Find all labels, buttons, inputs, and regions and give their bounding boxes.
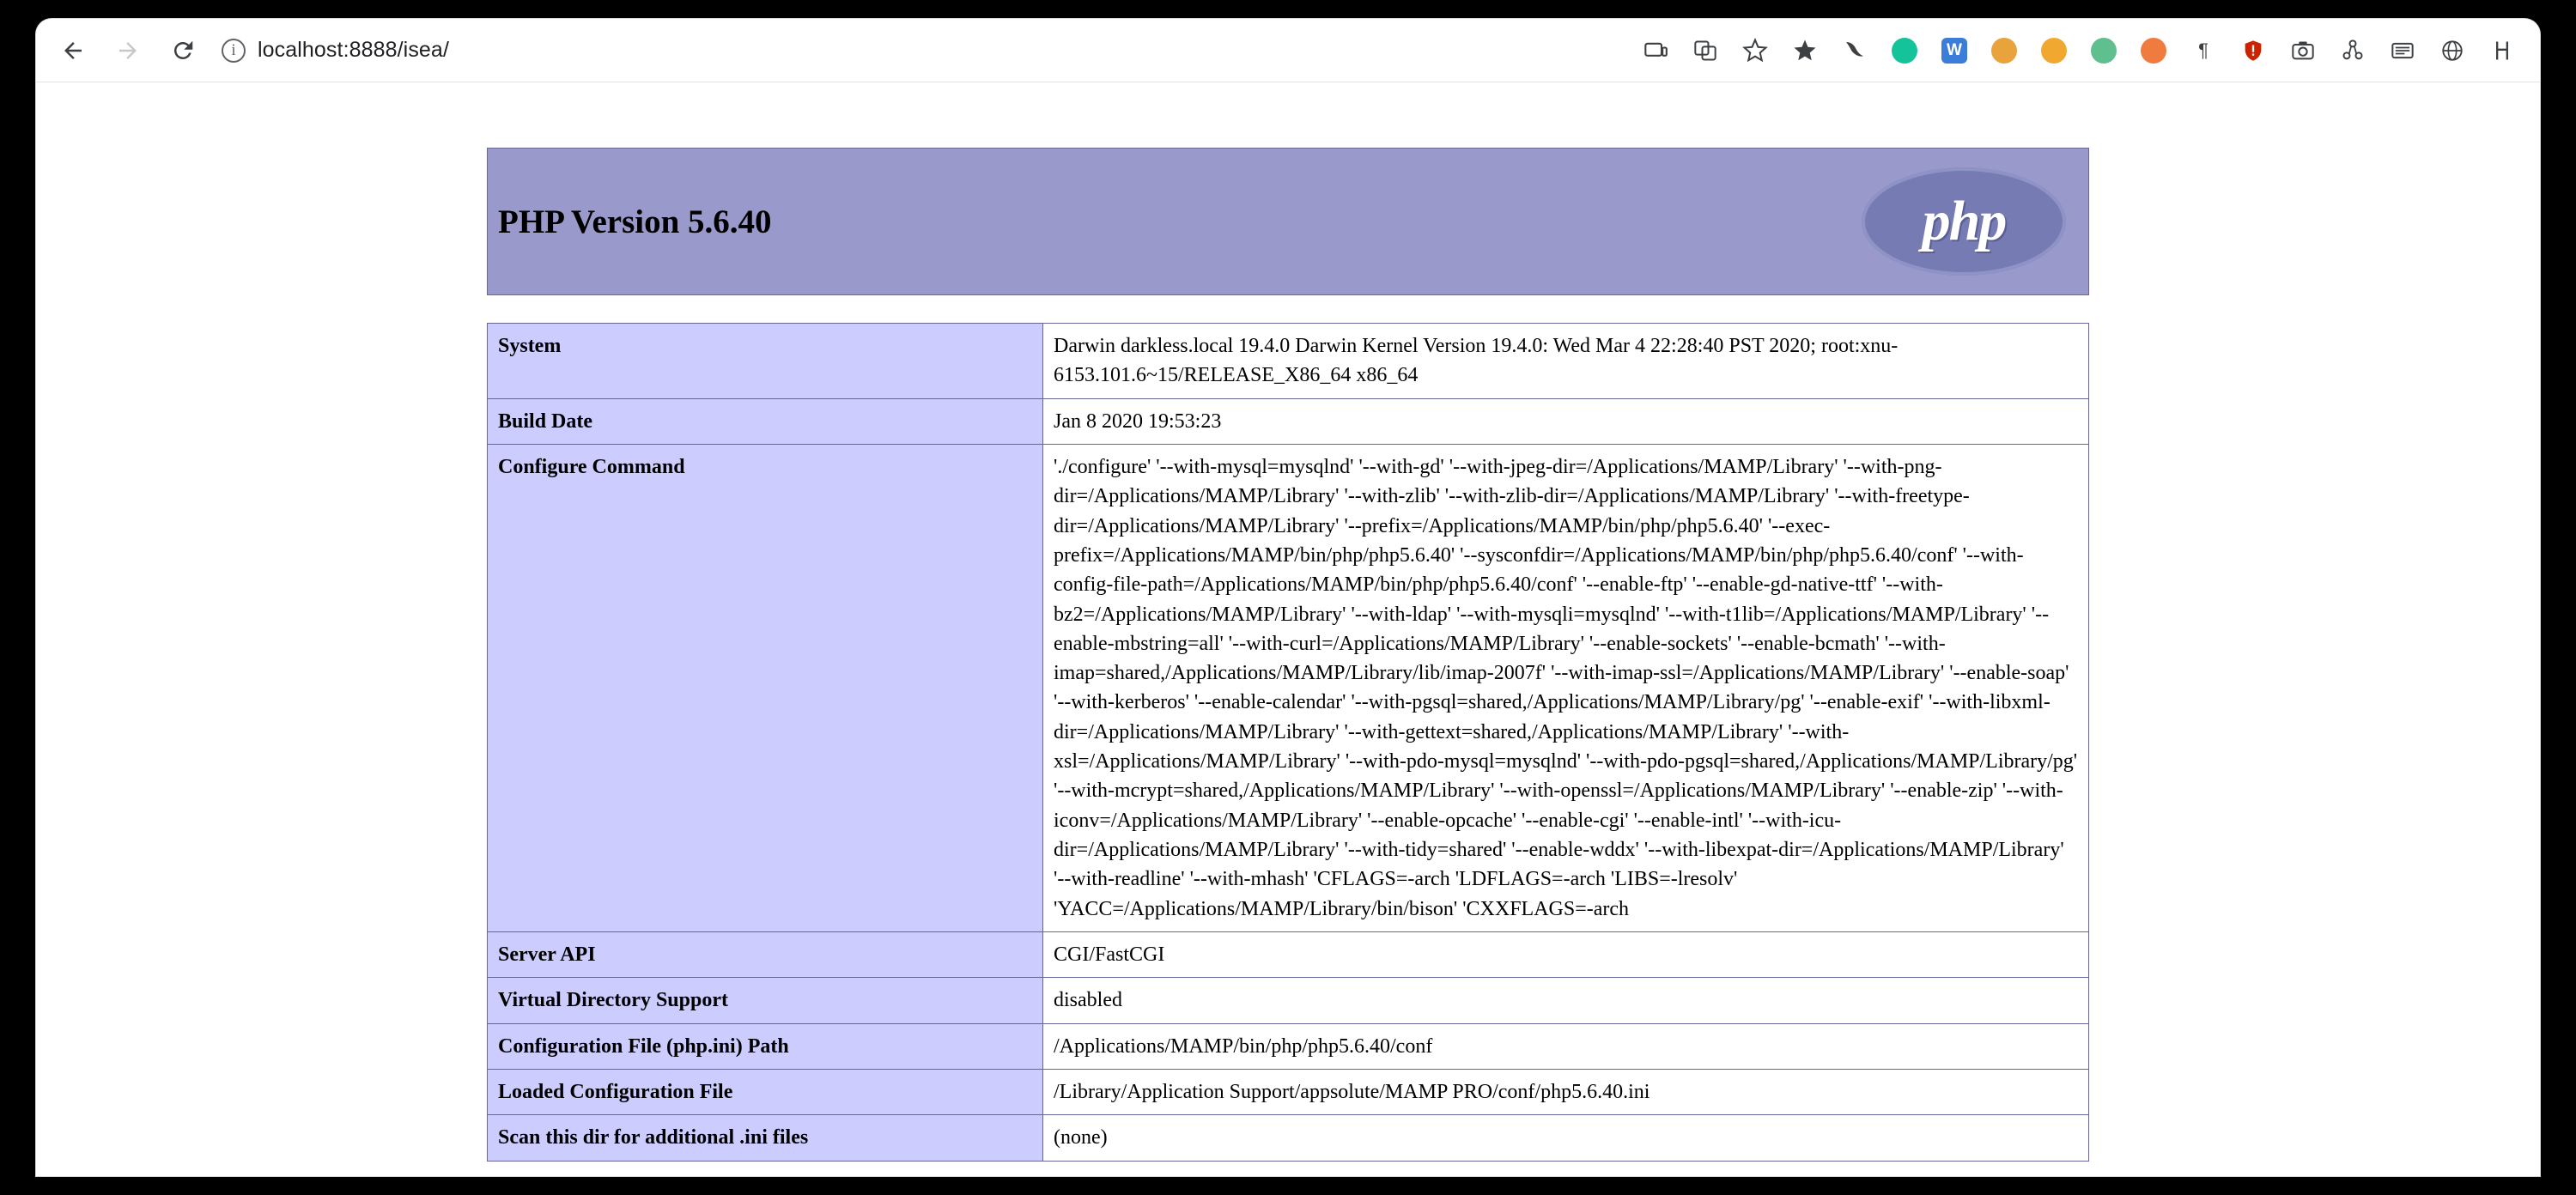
- forward-arrow-icon[interactable]: [113, 36, 143, 65]
- php-version-title: PHP Version 5.6.40: [498, 203, 772, 240]
- globe-icon[interactable]: [2437, 35, 2468, 66]
- pocket-icon[interactable]: [1839, 35, 1870, 66]
- row-value: /Applications/MAMP/bin/php/php5.6.40/conf: [1043, 1023, 2089, 1069]
- honey-icon[interactable]: [2038, 35, 2069, 66]
- table-row: [488, 1023, 2089, 1069]
- orange-extension-icon[interactable]: [2138, 35, 2169, 66]
- row-key: Configure Command: [488, 444, 1043, 931]
- extension-toolbar: [1640, 35, 2518, 66]
- profile-avatar-icon[interactable]: [2487, 35, 2518, 66]
- reader-mode-icon[interactable]: [2387, 35, 2418, 66]
- address-bar[interactable]: [222, 32, 1619, 70]
- firefox-icon[interactable]: [2088, 35, 2119, 66]
- row-key: Virtual Directory Support: [488, 978, 1043, 1023]
- wikipedia-icon[interactable]: W: [1939, 35, 1970, 66]
- bookmark-star-outline-icon[interactable]: [1740, 35, 1771, 66]
- row-key: Build Date: [488, 398, 1043, 444]
- navigation-buttons: [58, 36, 197, 65]
- row-key: Configuration File (php.ini) Path: [488, 1023, 1043, 1069]
- ublock-shield-icon[interactable]: [2238, 35, 2269, 66]
- row-value: /Library/Application Support/appsolute/MAMP PRO/conf/php5.6.40.ini: [1043, 1069, 2089, 1114]
- favorites-star-icon[interactable]: [1789, 35, 1820, 66]
- table-row: [488, 398, 2089, 444]
- cast-icon[interactable]: [1640, 35, 1671, 66]
- back-arrow-icon[interactable]: [58, 36, 88, 65]
- browser-toolbar: [36, 19, 2540, 82]
- php-logo-icon: [1862, 167, 2066, 276]
- table-row: [488, 444, 2089, 931]
- row-key: System: [488, 324, 1043, 399]
- table-row: [488, 978, 2089, 1023]
- row-value: Jan 8 2020 19:53:23: [1043, 398, 2089, 444]
- row-key: Loaded Configuration File: [488, 1069, 1043, 1114]
- share-network-icon[interactable]: [2337, 35, 2368, 66]
- table-row: [488, 931, 2089, 977]
- browser-window: [36, 19, 2540, 1176]
- row-key: Scan this dir for additional .ini files: [488, 1115, 1043, 1161]
- translate-icon[interactable]: [1690, 35, 1721, 66]
- page-viewport: [36, 82, 2540, 1176]
- php-logo-text: php: [1922, 190, 2006, 252]
- address-bar-url: localhost:8888/isea/: [258, 38, 449, 62]
- row-value: Darwin darkless.local 19.4.0 Darwin Kernel Version 19.4.0: Wed Mar 4 22:28:40 PST 2020; root:xnu-6153.101.6~15/RELEASE_X86_64 x86_64: [1043, 324, 2089, 399]
- phpinfo-table: [487, 323, 2089, 1162]
- row-value: (none): [1043, 1115, 2089, 1161]
- table-row: [488, 1115, 2089, 1161]
- grammarly-icon[interactable]: [1889, 35, 1920, 66]
- phpinfo-page: [487, 82, 2089, 1162]
- site-info-icon[interactable]: i: [222, 39, 246, 63]
- row-value: CGI/FastCGI: [1043, 931, 2089, 977]
- row-value: './configure' '--with-mysql=mysqlnd' '--with-gd' '--with-jpeg-dir=/Applications/MAMP/Library' '--with-png-dir=/Applications/MAMP/Library' '--with-zlib' '--with-zlib-dir=/Applications/MAMP/Library' '--with-freetype-dir=/Applications/MAMP/Library' '--prefix=/Applications/MAMP/bin/php/php5.6.40' '--exec-prefix=/Applications/MAMP/bin/php/php5.6.40' '--sysconfdir=/Applications/MAMP/bin/php/php5.6.40/conf' '--with-config-file-path=/Applications/MAMP/bin/php/php5.6.40/conf' '--enable-ftp' '--enable-gd-native-ttf' '--with-bz2=/Applications/MAMP/Library' '--with-ldap' '--with-mysqli=mysqlnd' '--with-t1lib=/Applications/MAMP/Library' '--enable-mbstring=all' '--with-curl=/Applications/MAMP/Library' '--enable-sockets' '--enable-bcmath' '--with-imap=shared,/Applications/MAMP/Library/lib/imap-2007f' '--with-imap-ssl=/Applications/MAMP/Library' '--enable-soap' '--with-kerberos' '--enable-calendar' '--with-pgsql=shared,/Applications/MAMP/Library/pg' '--enable-exif' '--with-libxml-dir=/Applications/MAMP/Library' '--with-gettext=shared,/Applications/MAMP/Library' '--with-xsl=/Applications/MAMP/Library' '--with-pdo-mysql=mysqlnd' '--with-pdo-pgsql=shared,/Applications/MAMP/Library/pg' '--with-mcrypt=shared,/Applications/MAMP/Library' '--with-openssl=/Applications/MAMP/Library' '--enable-zip' '--with-iconv=/Applications/MAMP/Library' '--enable-opcache' '--enable-cgi' '--enable-intl' '--with-icu-dir=/Applications/MAMP/Library' '--with-tidy=shared' '--enable-wddx' '--with-libexpat-dir=/Applications/MAMP/Library' '--with-readline' '--with-mhash' 'CFLAGS=-arch 'LDFLAGS=-arch 'LIBS=-lresolv' 'YACC=/Applications/MAMP/Library/bin/bison' 'CXXFLAGS=-arch: [1043, 444, 2089, 931]
- record-icon[interactable]: [1989, 35, 2020, 66]
- table-row: [488, 1069, 2089, 1114]
- row-value: disabled: [1043, 978, 2089, 1023]
- screenshot-camera-icon[interactable]: [2287, 35, 2318, 66]
- phpinfo-header: [487, 148, 2089, 295]
- row-key: Server API: [488, 931, 1043, 977]
- reload-icon[interactable]: [168, 36, 197, 65]
- table-row: [488, 324, 2089, 399]
- pilcrow-icon[interactable]: ¶: [2198, 39, 2208, 61]
